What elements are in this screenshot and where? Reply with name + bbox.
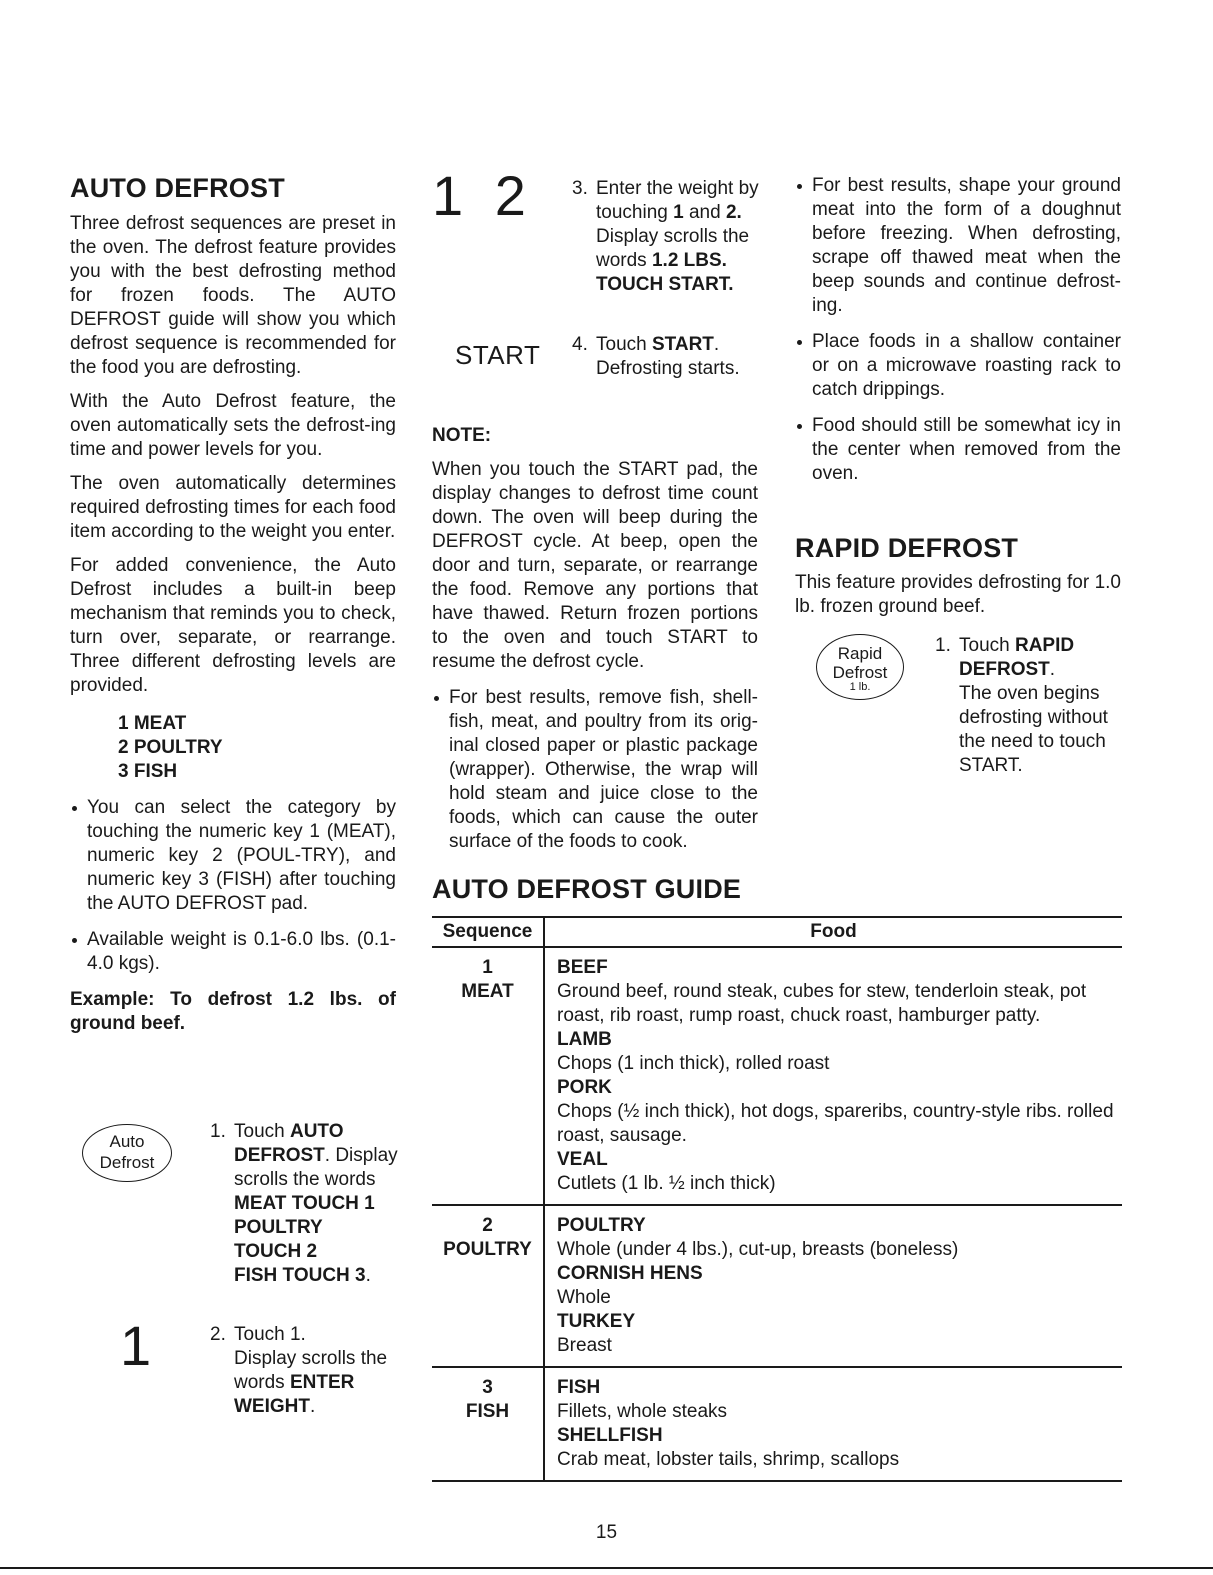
step-text: Enter the weight by touching — [596, 178, 759, 223]
sequence-number: 1 — [482, 957, 493, 978]
button-label: Auto — [109, 1132, 145, 1151]
food-description: Crab meat, lobster tails, shrimp, scallops — [557, 1449, 900, 1470]
button-label: 1 lb. — [849, 681, 871, 693]
food-category: BEEF — [557, 957, 608, 978]
key-12-graphic: 1 2 — [432, 164, 534, 227]
level-poultry: 2 POULTRY — [118, 737, 223, 758]
bullet-category: You can select the category by touching the numeric key 1 (MEAT), numeric key 2 (POUL-TRY), and numeric key 3 (FISH) after touching the AUTO DEFROST pad. — [70, 796, 396, 916]
bullet-wrapper: For best results, remove fish, shell-fish, meat, and poultry from its orig-inal closed paper or plastic package (wrapper). Otherwise, the wrap will hold steam and juice close to the foods, which can cause the outer surface of the foods to cook. — [432, 686, 758, 854]
bullet-weight: Available weight is 0.1-6.0 lbs. (0.1-4.0 kgs). — [70, 928, 396, 976]
food-category: PORK — [557, 1077, 612, 1098]
sequence-name: FISH — [465, 1401, 510, 1422]
food-description: Whole (under 4 lbs.), cut-up, breasts (boneless) — [557, 1239, 959, 1260]
button-label: Rapid — [837, 644, 883, 663]
table-row — [432, 1205, 1122, 1367]
sequence-cell — [432, 947, 544, 1205]
step-text: Touch — [959, 635, 1015, 656]
rapid-step-1 — [935, 634, 1125, 778]
step-bold: AUTO DEFROST — [234, 1121, 344, 1166]
start-key-graphic: START — [455, 340, 541, 370]
note-text: When you touch the START pad, the display changes to defrost time count down. The oven will beep during the DEFROST cycle. At beep, open the door and turn, separate, or rearrange the food. Remove any portions that have thawed. Return frozen portions to the oven and touch START to resume the defrost cycle. — [432, 459, 758, 672]
step-text: . Display scrolls the words — [234, 1145, 398, 1190]
button-label: Defrost — [99, 1153, 155, 1172]
paragraph: The oven automatically determines required defrosting times for each food item according to the weight you enter. — [70, 473, 396, 542]
auto-defrost-guide-table — [432, 916, 1122, 1482]
step-bold: ENTER WEIGHT — [234, 1372, 355, 1417]
step-text: The oven begins defrosting without the need to touch START. — [959, 683, 1108, 776]
level-fish: 3 FISH — [118, 761, 178, 782]
step-bold: 1 — [673, 202, 684, 223]
paragraph: Three defrost sequences are preset in the oven. The defrost feature provides you with the best defrosting method for frozen foods. The AUTO DEFROST guide will show you which defrost sequence is recommended for the food you are defrosting. — [70, 213, 396, 378]
food-category: POULTRY — [557, 1215, 646, 1236]
food-description: Ground beef, round steak, cubes for stew, tenderloin steak, pot roast, rib roast, rump roast, chuck roast, hamburger patty. — [557, 981, 1087, 1026]
step-text: Display scrolls the words — [234, 1348, 388, 1393]
step-bold: POULTRY — [234, 1217, 323, 1238]
step-text: Defrosting starts. — [596, 358, 740, 379]
step-bold: START — [651, 334, 714, 355]
table-header-row — [432, 917, 1122, 947]
auto-defrost-button-icon — [82, 1124, 172, 1182]
food-cell — [544, 947, 1122, 1205]
step-bold: TOUCH 2 — [234, 1241, 318, 1262]
step-text: and — [683, 202, 726, 223]
step-bold: 2. — [725, 202, 742, 223]
page-number: 15 — [595, 1522, 618, 1543]
example-heading: Example: To defrost 1.2 lbs. of ground beef. — [70, 989, 396, 1034]
header-sequence: Sequence — [432, 917, 544, 947]
food-description: Breast — [557, 1335, 612, 1356]
food-category: TURKEY — [557, 1311, 636, 1332]
food-category: VEAL — [557, 1149, 608, 1170]
sequence-cell — [432, 1367, 544, 1481]
step-1 — [210, 1120, 400, 1288]
food-cell — [544, 1205, 1122, 1367]
step-number: 1. — [935, 635, 951, 656]
note-title: NOTE: — [432, 425, 492, 446]
step-bold: FISH TOUCH 3 — [234, 1265, 366, 1286]
food-category: CORNISH HENS — [557, 1263, 703, 1284]
step-2 — [210, 1323, 400, 1419]
step-number: 1. — [210, 1121, 226, 1142]
step-number: 4. — [572, 334, 588, 355]
section-title-rapid-defrost: RAPID DEFROST — [795, 533, 1019, 563]
table-row — [432, 1367, 1122, 1481]
rapid-defrost-button-icon — [816, 634, 904, 700]
sequence-number: 2 — [482, 1215, 493, 1236]
note-block — [432, 424, 758, 854]
step-text: Touch 1. — [234, 1324, 306, 1345]
food-description: Chops (1 inch thick), rolled roast — [557, 1053, 830, 1074]
food-category: SHELLFISH — [557, 1425, 663, 1446]
step-text: Touch — [596, 334, 652, 355]
bullet-icy: Food should still be somewhat icy in the center when removed from the oven. — [795, 414, 1121, 486]
sequence-name: POULTRY — [443, 1239, 532, 1260]
food-category: LAMB — [557, 1029, 612, 1050]
sequence-number: 3 — [482, 1377, 493, 1398]
food-description: Whole — [557, 1287, 611, 1308]
paragraph: With the Auto Defrost feature, the oven automatically sets the defrost-ing time and power levels for you. — [70, 391, 396, 460]
step-3 — [572, 177, 762, 297]
rapid-defrost-intro — [795, 571, 1121, 619]
key-1-graphic: 1 — [120, 1314, 152, 1377]
header-food: Food — [544, 917, 1122, 947]
step-4 — [572, 333, 762, 381]
sequence-name: MEAT — [461, 981, 514, 1002]
table-row — [432, 947, 1122, 1205]
auto-defrost-intro — [70, 212, 396, 1036]
level-meat: 1 MEAT — [118, 713, 187, 734]
paragraph: For added convenience, the Auto Defrost includes a built-in beep mechanism that reminds you to check, turn over, separate, or rearrange. Three different defrosting levels are provided. — [70, 555, 396, 696]
step-bold: RAPID DEFROST — [959, 635, 1075, 680]
tips-block — [795, 174, 1121, 486]
sequence-cell — [432, 1205, 544, 1367]
button-label: Defrost — [832, 663, 888, 682]
step-text: Touch — [234, 1121, 290, 1142]
step-number: 3. — [572, 178, 588, 199]
step-bold: MEAT TOUCH 1 — [234, 1193, 375, 1214]
paragraph: This feature provides defrosting for 1.0 lb. frozen ground beef. — [795, 572, 1121, 617]
step-number: 2. — [210, 1324, 226, 1345]
footer-rule — [0, 1567, 1213, 1569]
food-description: Cutlets (1 lb. ½ inch thick) — [557, 1173, 776, 1194]
section-title-guide: AUTO DEFROST GUIDE — [432, 874, 742, 904]
food-category: FISH — [557, 1377, 601, 1398]
step-text: . — [713, 334, 720, 355]
step-text: . — [365, 1265, 371, 1286]
bullet-container: Place foods in a shallow container or on a microwave roasting rack to catch drippings. — [795, 330, 1121, 402]
section-title-auto-defrost: AUTO DEFROST — [70, 173, 285, 203]
food-description: Fillets, whole steaks — [557, 1401, 728, 1422]
step-bold: 1.2 LBS. — [651, 250, 727, 271]
step-bold: TOUCH START. — [596, 274, 734, 295]
step-text: . — [1049, 659, 1056, 680]
bullet-ground-meat: For best results, shape your ground meat into the form of a doughnut before freezing. When defrosting, scrape off thawed meat when the beep sounds and continue defrost-ing. — [795, 174, 1121, 318]
food-cell — [544, 1367, 1122, 1481]
step-text: . — [310, 1396, 316, 1417]
step-text: Display scrolls the words — [596, 226, 750, 271]
food-description: Chops (½ inch thick), hot dogs, spareribs, country-style ribs. rolled roast, sausage. — [557, 1101, 1114, 1146]
